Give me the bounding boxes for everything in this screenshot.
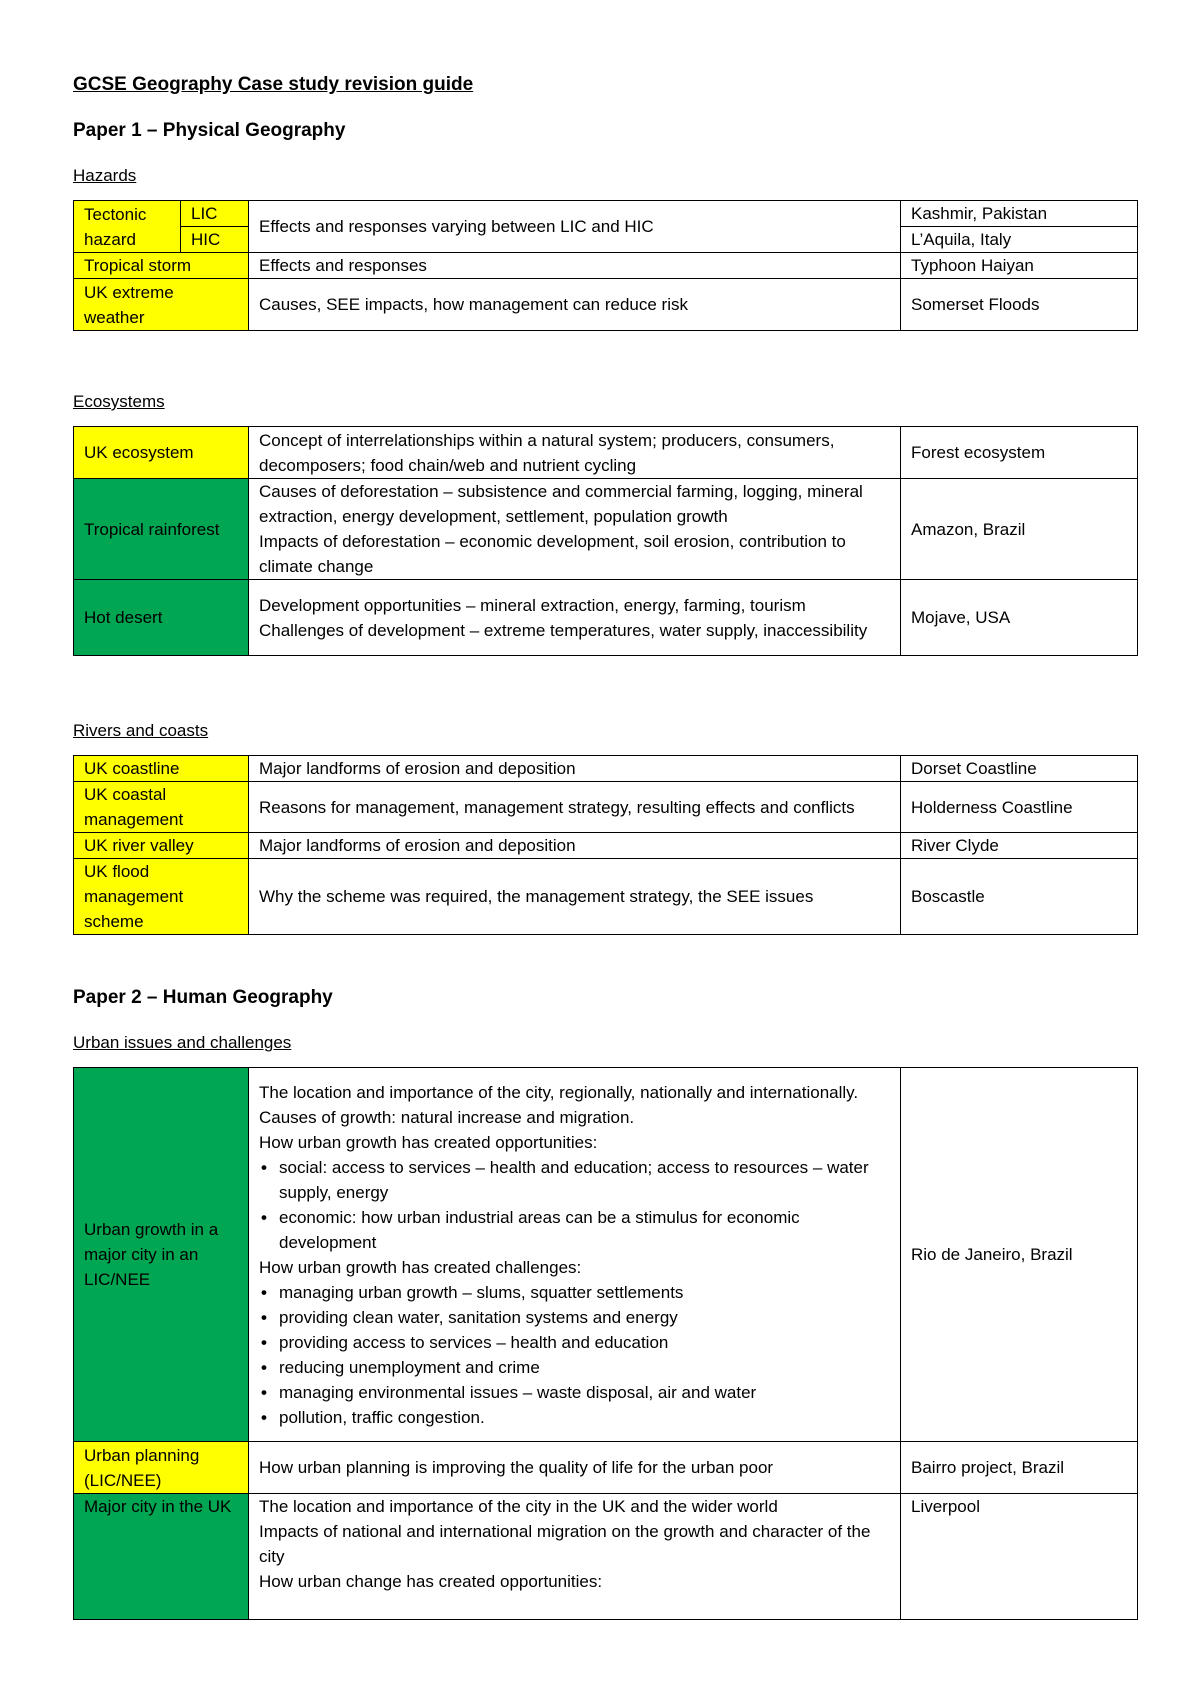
case-cell: Holderness Coastline	[901, 782, 1138, 833]
case-cell: Rio de Janeiro, Brazil	[901, 1068, 1138, 1442]
document-page	[73, 72, 1137, 1620]
list-item: • managing urban growth – slums, squatter settlements	[279, 1280, 890, 1305]
list-item: • reducing unemployment and crime	[279, 1355, 890, 1380]
hazards-heading: Hazards	[73, 166, 137, 185]
topic-cell: Urban planning (LIC/NEE)	[74, 1442, 249, 1494]
case-cell: Typhoon Haiyan	[901, 253, 1138, 279]
desc-line: Challenges of development – extreme temperatures, water supply, inaccessibility	[259, 620, 868, 640]
desc-cell: Concept of interrelationships within a natural system; producers, consumers, decomposers; food chain/web and nutrient cycling	[249, 427, 901, 479]
topic-cell: Tropical storm	[74, 253, 249, 279]
topic-cell: UK extreme weather	[74, 279, 249, 331]
challenges-list	[259, 1280, 890, 1430]
table-row	[74, 833, 1138, 859]
list-item: • pollution, traffic congestion.	[279, 1405, 890, 1430]
hic-cell: HIC	[181, 227, 249, 253]
table-row	[74, 782, 1138, 833]
desc-cell: Reasons for management, management strategy, resulting effects and conflicts	[249, 782, 901, 833]
topic-cell: UK river valley	[74, 833, 249, 859]
lic-case-cell: Kashmir, Pakistan	[901, 201, 1138, 227]
table-row	[74, 580, 1138, 656]
topic-cell: Tropical rainforest	[74, 479, 249, 580]
urban-heading: Urban issues and challenges	[73, 1033, 292, 1052]
case-cell: Amazon, Brazil	[901, 479, 1138, 580]
case-cell: Dorset Coastline	[901, 756, 1138, 782]
document-title: GCSE Geography Case study revision guide	[73, 74, 474, 95]
rivers-heading: Rivers and coasts	[73, 721, 209, 740]
ecosystems-heading: Ecosystems	[73, 392, 165, 411]
desc-cell	[249, 1068, 901, 1442]
topic-cell: Major city in the UK	[74, 1494, 249, 1620]
case-cell: Forest ecosystem	[901, 427, 1138, 479]
paper-2-title: Paper 2 – Human Geography	[73, 987, 333, 1008]
table-row	[74, 756, 1138, 782]
list-item: • providing clean water, sanitation systems and energy	[279, 1305, 890, 1330]
topic-cell: Urban growth in a major city in an LIC/NEE	[74, 1068, 249, 1442]
case-cell: Mojave, USA	[901, 580, 1138, 656]
tectonic-hazard-cell: Tectonic hazard	[74, 201, 181, 253]
desc-cell	[249, 1494, 901, 1620]
table-row	[74, 859, 1138, 935]
desc-line: Impacts of deforestation – economic development, soil erosion, contribution to climate change	[259, 532, 846, 576]
topic-cell: UK ecosystem	[74, 427, 249, 479]
desc-line: How urban change has created opportunities:	[259, 1572, 603, 1591]
case-cell: Bairro project, Brazil	[901, 1442, 1138, 1494]
desc-cell: Major landforms of erosion and deposition	[249, 833, 901, 859]
table-row	[74, 1068, 1138, 1442]
hic-case-cell: L’Aquila, Italy	[901, 227, 1138, 253]
case-cell: Boscastle	[901, 859, 1138, 935]
desc-line: The location and importance of the city in the UK and the wider world	[259, 1497, 778, 1516]
list-item: • social: access to services – health and education; access to resources – water supply, energy	[279, 1155, 890, 1205]
list-item: • providing access to services – health and education	[279, 1330, 890, 1355]
topic-cell: UK coastline	[74, 756, 249, 782]
desc-cell	[249, 580, 901, 656]
table-row	[74, 1442, 1138, 1494]
topic-cell: UK coastal management	[74, 782, 249, 833]
lic-cell: LIC	[181, 201, 249, 227]
hazards-table	[73, 200, 1138, 331]
list-item: • economic: how urban industrial areas can be a stimulus for economic development	[279, 1205, 890, 1255]
desc-cell: Causes, SEE impacts, how management can reduce risk	[249, 279, 901, 331]
desc-cell: Effects and responses	[249, 253, 901, 279]
case-cell: Liverpool	[901, 1494, 1138, 1620]
opportunities-list	[259, 1155, 890, 1255]
rivers-table	[73, 755, 1138, 935]
table-row	[74, 1494, 1138, 1620]
desc-line: How urban growth has created challenges:	[259, 1257, 582, 1277]
desc-cell	[249, 479, 901, 580]
case-cell: Somerset Floods	[901, 279, 1138, 331]
table-row	[74, 479, 1138, 580]
desc-line: Causes of growth: natural increase and migration.	[259, 1107, 635, 1127]
tectonic-desc-cell: Effects and responses varying between LIC and HIC	[249, 201, 901, 253]
desc-cell: Why the scheme was required, the management strategy, the SEE issues	[249, 859, 901, 935]
desc-cell: How urban planning is improving the quality of life for the urban poor	[249, 1442, 901, 1494]
table-row	[74, 279, 1138, 331]
desc-line: The location and importance of the city, regionally, nationally and internationally.	[259, 1082, 859, 1102]
table-row	[74, 427, 1138, 479]
desc-line: Impacts of national and international migration on the growth and character of the city	[259, 1522, 871, 1566]
topic-cell: Hot desert	[74, 580, 249, 656]
desc-line: Causes of deforestation – subsistence and commercial farming, logging, mineral extraction, energy development, settlement, population growth	[259, 482, 863, 526]
desc-line: How urban growth has created opportunities:	[259, 1132, 598, 1152]
desc-line: Development opportunities – mineral extraction, energy, farming, tourism	[259, 595, 806, 615]
list-item: • managing environmental issues – waste disposal, air and water	[279, 1380, 890, 1405]
desc-cell: Major landforms of erosion and deposition	[249, 756, 901, 782]
table-row	[74, 253, 1138, 279]
ecosystems-table	[73, 426, 1138, 656]
paper-1-title: Paper 1 – Physical Geography	[73, 120, 346, 141]
urban-table	[73, 1067, 1138, 1620]
case-cell: River Clyde	[901, 833, 1138, 859]
topic-cell: UK flood management scheme	[74, 859, 249, 935]
